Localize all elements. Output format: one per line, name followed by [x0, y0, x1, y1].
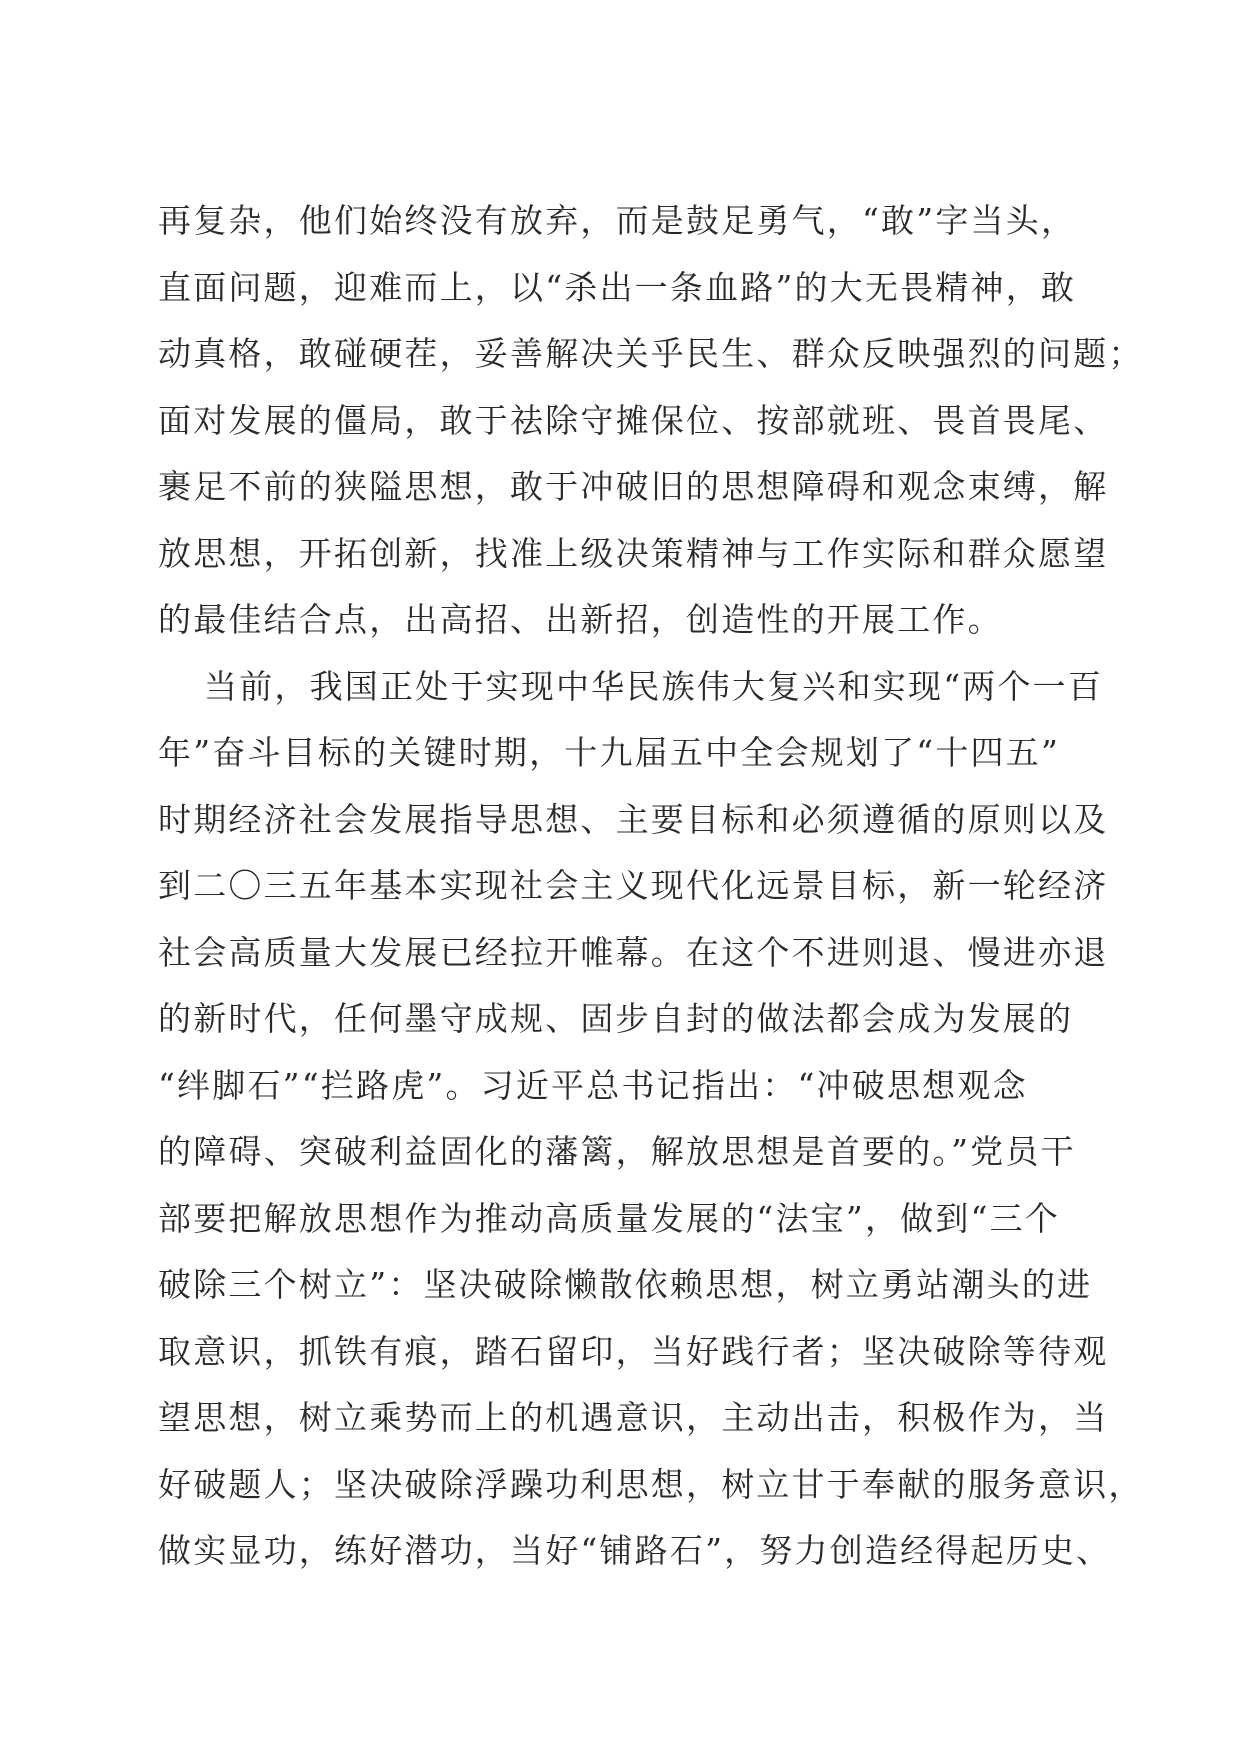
body-text	[158, 188, 1144, 1585]
text-line: 时期经济社会发展指导思想、主要目标和必须遵循的原则以及	[158, 799, 1109, 839]
text-line: 破除三个树立”：坚决破除懒散依赖思想，树立勇站潮头的进	[158, 1265, 1093, 1304]
paragraph-start-line: 当前，我国正处于实现中华民族伟大复兴和实现“两个一百	[204, 666, 1104, 706]
text-line: 社会高质量大发展已经拉开帷幕。在这个不进则退、慢进亦退	[158, 932, 1109, 972]
text-line: 取意识，抓铁有痕，踏石留印，当好践行者；坚决破除等待观	[158, 1331, 1109, 1371]
text-line: 的障碍、突破利益固化的藩篱，解放思想是首要的。”党员干	[158, 1132, 1076, 1171]
text-line: 直面问题，迎难而上，以“杀出一条血路”的大无畏精神，敢	[158, 267, 1077, 307]
text-line: 放思想，开拓创新，找准上级决策精神与工作实际和群众愿望	[158, 533, 1109, 573]
text-line: 年”奋斗目标的关键时期，十九届五中全会规划了“十四五”	[158, 733, 1061, 772]
text-line: 的新时代，任何墨守成规、固步自封的做法都会成为发展的	[158, 999, 1074, 1038]
text-line: 望思想，树立乘势而上的机遇意识，主动出击，积极作为，当	[158, 1398, 1109, 1437]
text-line: 裹足不前的狭隘思想，敢于冲破旧的思想障碍和观念束缚，解	[158, 467, 1109, 506]
text-line: 做实显功，练好潜功，当好“铺路石”，努力创造经得起历史、	[158, 1531, 1112, 1570]
text-line: 面对发展的僵局，敢于祛除守摊保位、按部就班、畏首畏尾、	[158, 400, 1109, 440]
text-line: 再复杂，他们始终没有放弃，而是鼓足勇气，“敢”字当头，	[158, 201, 1077, 240]
text-line: 部要把解放思想作为推动高质量发展的“法宝”，做到“三个	[158, 1198, 1061, 1238]
text-line: “绊脚石”“拦路虎”。习近平总书记指出：“冲破思想观念	[158, 1065, 1028, 1105]
text-line: 到二〇三五年基本实现社会主义现代化远景目标，新一轮经济	[158, 866, 1109, 905]
text-line: 动真格，敢碰硬茬，妥善解决关乎民生、群众反映强烈的问题；	[158, 334, 1144, 373]
text-line: 的最佳结合点，出高招、出新招，创造性的开展工作。	[158, 600, 1003, 639]
text-line: 好破题人；坚决破除浮躁功利思想，树立甘于奉献的服务意识，	[158, 1464, 1144, 1504]
